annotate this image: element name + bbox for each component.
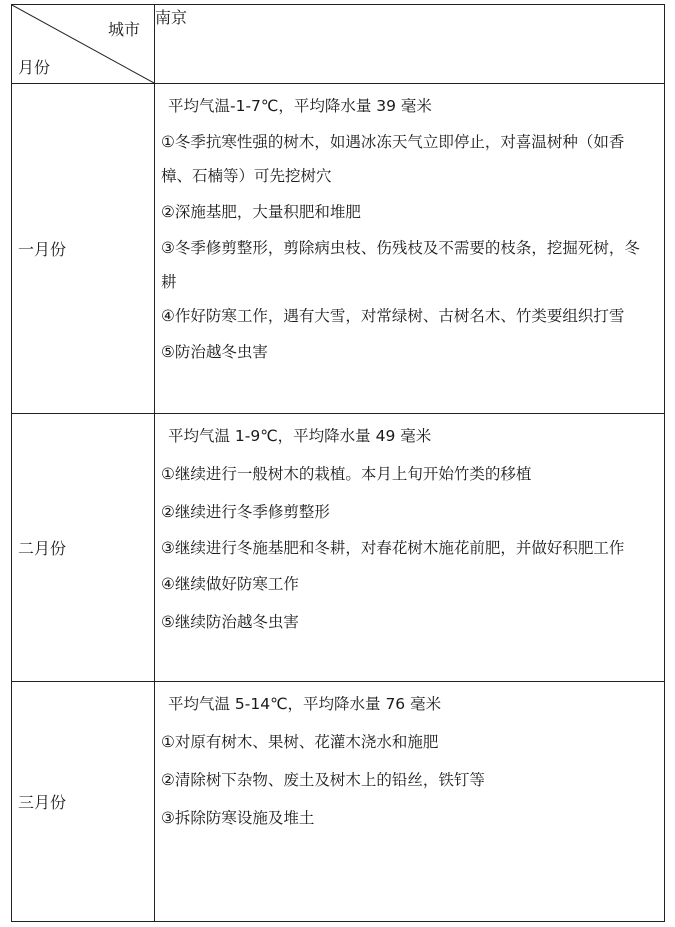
- task-item: ②继续进行冬季修剪整形: [161, 503, 330, 521]
- month-label: 三月份: [12, 682, 155, 922]
- diag-city-label: 城市: [107, 20, 140, 39]
- diag-month-label: 月份: [18, 58, 51, 77]
- task-item: ⑤防治越冬虫害: [161, 343, 268, 361]
- city-name: 南京: [155, 5, 665, 84]
- task-item: ③继续进行冬施基肥和冬耕，对春花树木施花前肥，并做好积肥工作: [161, 539, 625, 557]
- temperature-line: 平均气温-1-7℃，平均降水量 39 毫米: [168, 97, 432, 115]
- task-item: ⑤继续防治越冬虫害: [161, 613, 299, 631]
- month-content: [155, 682, 665, 922]
- temperature-line: 平均气温 5-14℃，平均降水量 76 毫米: [168, 695, 442, 713]
- month-content: [155, 414, 665, 682]
- task-item: ②深施基肥，大量积肥和堆肥: [161, 203, 361, 221]
- month-label: 一月份: [12, 84, 155, 414]
- month-row: [12, 414, 665, 682]
- month-content: [155, 84, 665, 414]
- maintenance-table: [11, 4, 665, 922]
- month-row: [12, 682, 665, 922]
- task-item: ③冬季修剪整形，剪除病虫枝、伤残枝及不需要的枝条，挖掘死树，冬耕: [161, 239, 640, 291]
- task-item: ④继续做好防寒工作: [161, 575, 299, 593]
- header-row: [12, 5, 665, 84]
- task-item: ①继续进行一般树木的栽植。本月上旬开始竹类的移植: [161, 465, 532, 483]
- task-item: ②清除树下杂物、废土及树木上的铅丝，铁钉等: [161, 771, 485, 789]
- diagonal-header-cell: [12, 5, 155, 84]
- month-label: 二月份: [12, 414, 155, 682]
- task-item: ①对原有树木、果树、花灌木浇水和施肥: [161, 733, 439, 751]
- month-row: [12, 84, 665, 414]
- temperature-line: 平均气温 1-9℃，平均降水量 49 毫米: [168, 427, 432, 445]
- task-item: ①冬季抗寒性强的树木，如遇冰冻天气立即停止，对喜温树种（如香樟、石楠等）可先挖树穴: [161, 133, 625, 185]
- task-item: ③拆除防寒设施及堆土: [161, 809, 315, 827]
- task-item: ④作好防寒工作，遇有大雪，对常绿树、古树名木、竹类要组织打雪: [161, 307, 625, 325]
